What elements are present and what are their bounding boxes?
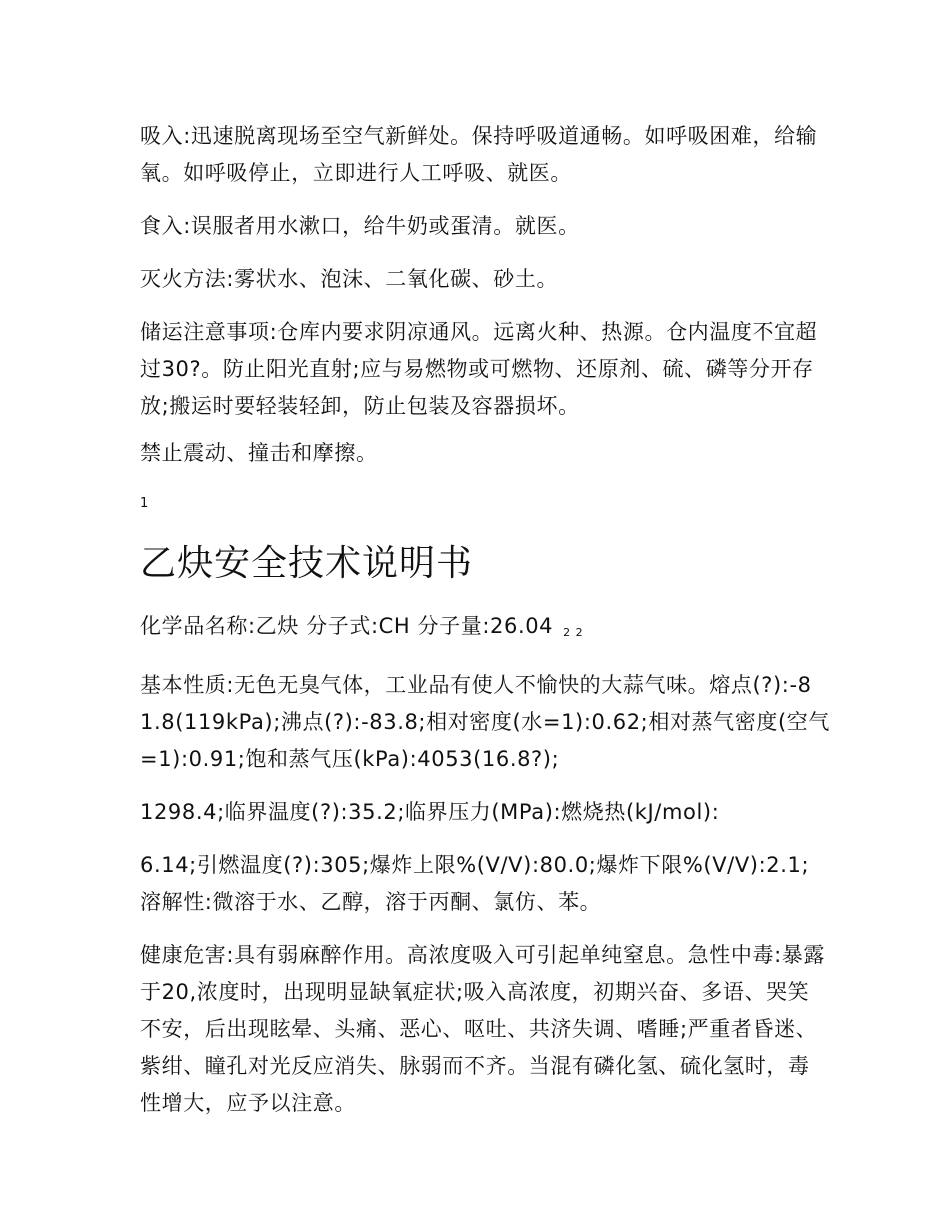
formula-subscript: 2 2 bbox=[563, 626, 584, 639]
first-aid-inhalation: 吸入:迅速脱离现场至空气新鲜处。保持呼吸道通畅。如呼吸困难，给输氧。如呼吸停止，立即进行人工呼吸、就医。 bbox=[140, 124, 818, 185]
health-hazards: 健康危害:具有弱麻醉作用。高浓度吸入可引起单纯窒息。急性中毒:暴露于20,浓度时，出现明显缺氧症状;吸入高浓度，初期兴奋、多语、哭笑不安，后出现眩晕、头痛、恶心、呕吐、共济失调、嗜睡;严重者昏迷、紫绀、瞳孔对光反应消失、脉弱而不齐。当混有磷化氢、硫化氢时，毒性增大，应予以注意。 bbox=[140, 943, 825, 1115]
ignition-explosion-properties: 6.14;引燃温度(?):305;爆炸上限%(V/V):80.0;爆炸下限%(V/V):2.1;溶解性:微溶于水、乙醇，溶于丙酮、氯仿、苯。 bbox=[140, 853, 810, 914]
basic-properties: 基本性质:无色无臭气体，工业品有使人不愉快的大蒜气味。熔点(?):-81.8(119kPa);沸点(?):-83.8;相对密度(水=1):0.62;相对蒸气密度(空气=1):0.91;饱和蒸气压(kPa):4053(16.8?); bbox=[140, 673, 830, 771]
fire-fighting-methods: 灭火方法:雾状水、泡沫、二氧化碳、砂土。 bbox=[140, 267, 559, 291]
page-number: 1 bbox=[140, 496, 149, 511]
chemical-identity bbox=[140, 608, 830, 651]
document-page bbox=[140, 118, 830, 1138]
storage-precautions-continued: 禁止震动、撞击和摩擦。 bbox=[140, 441, 378, 465]
document-title: 乙炔安全技术说明书 bbox=[140, 543, 474, 584]
storage-precautions: 储运注意事项:仓库内要求阴凉通风。远离火种、热源。仓内温度不宜超过30?。防止阳光直射;应与易燃物或可燃物、还原剂、硫、磷等分开存放;搬运时要轻装轻卸，防止包装及容器损坏。 bbox=[140, 320, 818, 418]
critical-properties: 1298.4;临界温度(?):35.2;临界压力(MPa):燃烧热(kJ/mol): bbox=[140, 800, 720, 824]
chemical-identity-text: 化学品名称:乙炔 分子式:CH 分子量:26.04 bbox=[140, 614, 554, 638]
first-aid-ingestion: 食入:误服者用水漱口，给牛奶或蛋清。就医。 bbox=[140, 214, 580, 238]
